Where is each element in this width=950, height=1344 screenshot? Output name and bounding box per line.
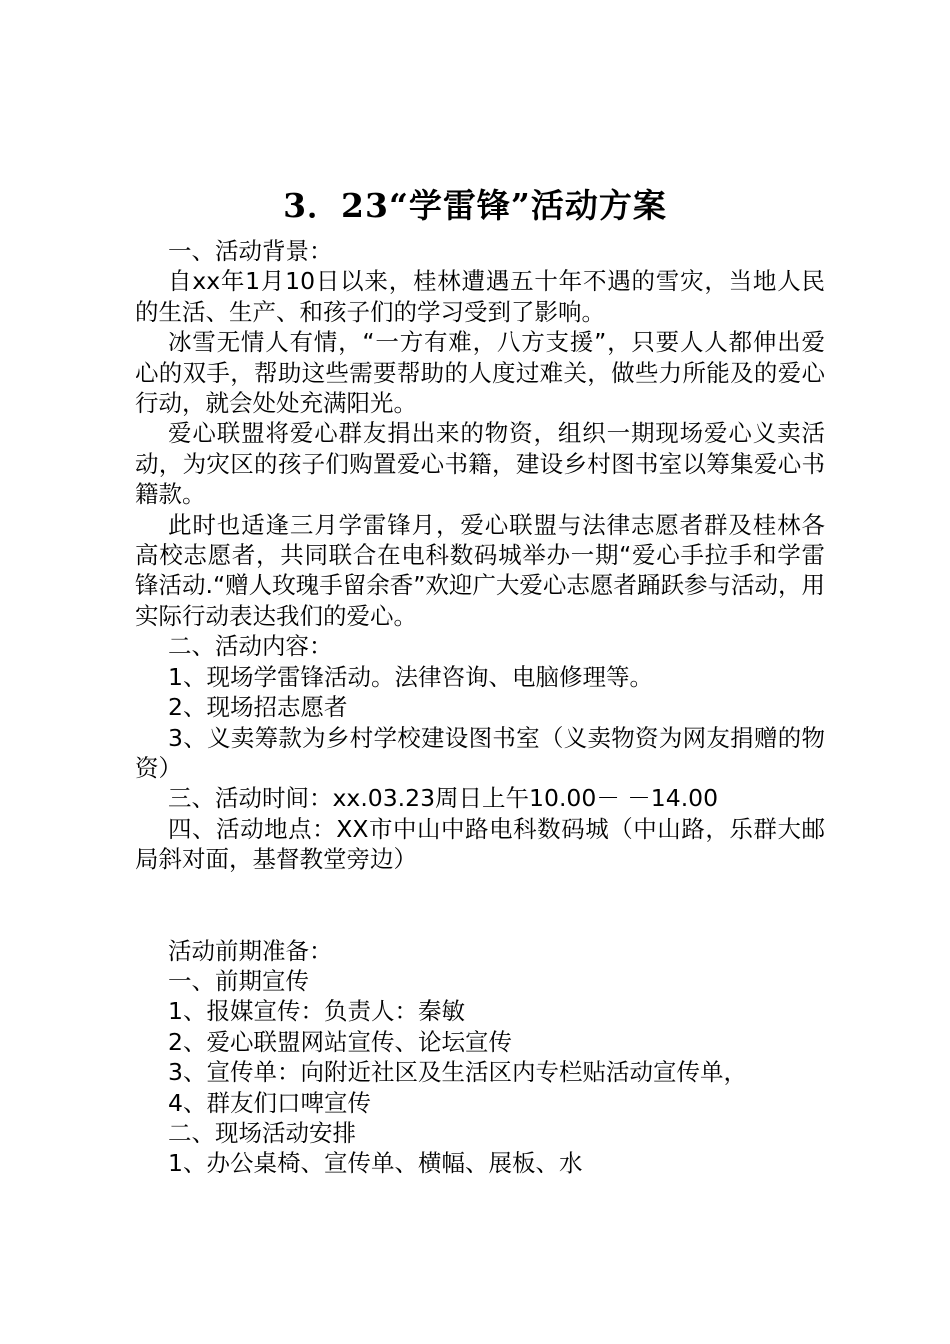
paragraph: 一、活动背景： (168, 237, 333, 265)
paragraph: 2、现场招志愿者 (168, 693, 348, 722)
paragraph: 4、群友们口啤宣传 (168, 1088, 371, 1117)
paragraph: 3、宣传单：向附近社区及生活区内专栏贴活动宣传单， (168, 1058, 747, 1087)
paragraph: 冰雪无情人有情，“一方有难，八方支援”，只要人人都伸出爱心的双手，帮助这些需要帮助的人度过难关，做些力所能及的爱心行动，就会处处充满阳光。 (135, 328, 825, 418)
paragraph: 3、义卖筹款为乡村学校建设图书室（义卖物资为网友捐赠的物资） (135, 723, 825, 782)
paragraph: 一、前期宣传 (168, 966, 309, 995)
paragraph: 爱心联盟将爱心群友捐出来的物资，组织一期现场爱心义卖活动，为灾区的孩子们购置爱心书籍，建设乡村图书室以筹集爱心书籍款。 (135, 419, 825, 509)
document-body (135, 236, 825, 1179)
paragraph: 自xx年1月10日以来，桂林遭遇五十年不遇的雪灾，当地人民的生活、生产、和孩子们的学习受到了影响。 (135, 267, 825, 326)
document-title: 3．23“学雷锋”活动方案 (283, 186, 667, 225)
paragraph: 1、办公桌椅、宣传单、横幅、展板、水 (168, 1149, 583, 1178)
paragraph: 二、现场活动安排 (168, 1118, 356, 1147)
paragraph: 活动前期准备： (168, 936, 333, 965)
paragraph: 二、活动内容： (168, 632, 333, 661)
paragraph: 1、现场学雷锋活动。法律咨询、电脑修理等。 (168, 662, 653, 691)
section-gap (135, 875, 825, 936)
paragraph: 1、报媒宣传：负责人：秦敏 (168, 997, 465, 1026)
paragraph: 2、爱心联盟网站宣传、论坛宣传 (168, 1027, 512, 1056)
paragraph: 三、活动时间：xx.03.23周日上午10.00－ －14.00 (168, 784, 719, 813)
paragraph: 此时也适逢三月学雷锋月，爱心联盟与法律志愿者群及桂林各高校志愿者，共同联合在电科数码城举办一期“爱心手拉手和学雷锋活动.“赠人玫瑰手留余香”欢迎广大爱心志愿者踊跃参与活动，用实际行动表达我们的爱心。 (135, 510, 825, 630)
paragraph: 四、活动地点：XX市中山中路电科数码城（中山路，乐群大邮局斜对面，基督教堂旁边） (135, 814, 825, 874)
